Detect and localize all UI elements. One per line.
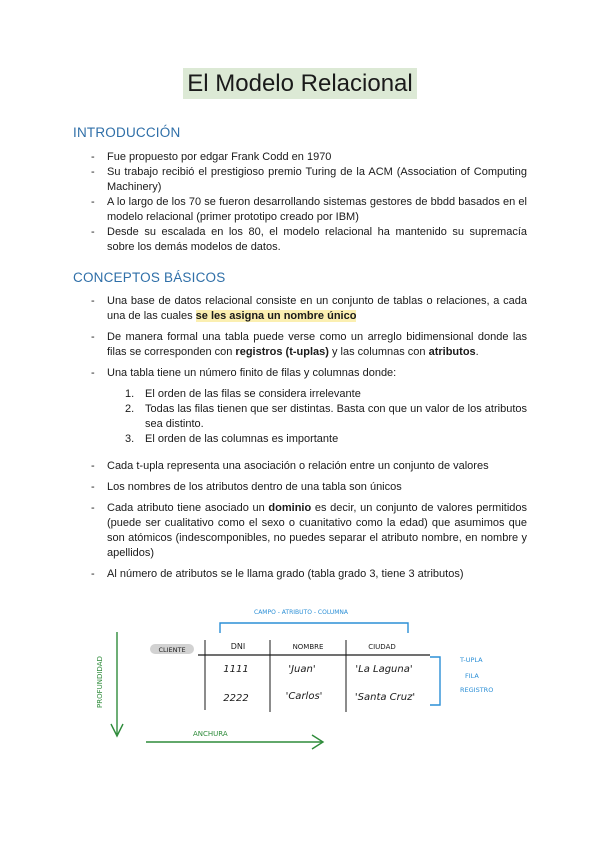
- columns-bracket: [220, 623, 408, 633]
- list-item: - Su trabajo recibió el prestigioso premio Turing de la ACM (Association of Computing Machinery): [91, 165, 527, 195]
- cell: 2222: [223, 693, 249, 704]
- list-item: - Una base de datos relacional consiste en un conjunto de tablas o relaciones, a cada una de las cuales se les asigna un nombre único: [91, 294, 527, 324]
- row-label-tupla: T-UPLA: [460, 656, 483, 664]
- row-label-registro: REGISTRO: [460, 686, 494, 694]
- list-item: - Cada t-upla representa una asociación o relación entre un conjunto de valores: [91, 459, 527, 474]
- page-title: El Modelo Relacional: [183, 68, 416, 99]
- column-header: CIUDAD: [368, 643, 396, 651]
- column-header: DNI: [230, 642, 246, 651]
- cell: 'Carlos': [285, 691, 323, 702]
- cell: 'Juan': [288, 664, 316, 675]
- width-label: ANCHURA: [193, 730, 228, 738]
- depth-label: PROFUNDIDAD: [96, 656, 104, 708]
- numbered-item: 1. El orden de las filas se considera irrelevante: [125, 388, 361, 400]
- list-item: - De manera formal una tabla puede verse como un arreglo bidimensional donde las filas se corresponden con registros (t-uplas) y las columnas con atributos.: [91, 330, 527, 360]
- rows-bracket: [430, 657, 440, 705]
- cell: 1111: [223, 664, 249, 675]
- list-item: - A lo largo de los 70 se fueron desarrollando sistemas gestores de bbdd basados en el modelo relacional (primer prototipo creado por IBM): [91, 195, 527, 225]
- list-item: - Al número de atributos se le llama grado (tabla grado 3, tiene 3 atributos): [91, 567, 527, 582]
- highlighted-text: se les asigna un nombre único: [195, 310, 357, 322]
- section-heading-introduccion: INTRODUCCIÓN: [73, 125, 181, 140]
- list-item: - Los nombres de los atributos dentro de una tabla son únicos: [91, 480, 527, 495]
- section-heading-conceptos: CONCEPTOS BÁSICOS: [73, 270, 226, 285]
- column-header: NOMBRE: [292, 643, 324, 651]
- list-item: - Cada atributo tiene asociado un dominio es decir, un conjunto de valores permitidos (puede ser cualitativo como el sexo o cuanitativo como la edad) que asumimos que son atómicos (indescomponibles, no puedes separar el atributo nombre, en nombre y apellidos): [91, 501, 527, 561]
- numbered-item: 2. Todas las filas tienen que ser distintas. Basta con que un valor de los atributos sea distinto.: [125, 403, 527, 430]
- row-label-fila: FILA: [465, 672, 479, 680]
- cell: 'La Laguna': [355, 664, 413, 675]
- columns-label: CAMPO - ATRIBUTO - COLUMNA: [254, 609, 349, 616]
- table-name: CLIENTE: [158, 646, 186, 654]
- numbered-item: 3. El orden de las columnas es importante: [125, 433, 339, 445]
- list-item: - Fue propuesto por edgar Frank Codd en 1970: [91, 150, 527, 165]
- cell: 'Santa Cruz': [354, 692, 416, 703]
- list-item: - Desde su escalada en los 80, el modelo relacional ha mantenido su supremacía sobre los demás modelos de datos.: [91, 225, 527, 255]
- list-item: - Una tabla tiene un número finito de filas y columnas donde:: [91, 366, 527, 381]
